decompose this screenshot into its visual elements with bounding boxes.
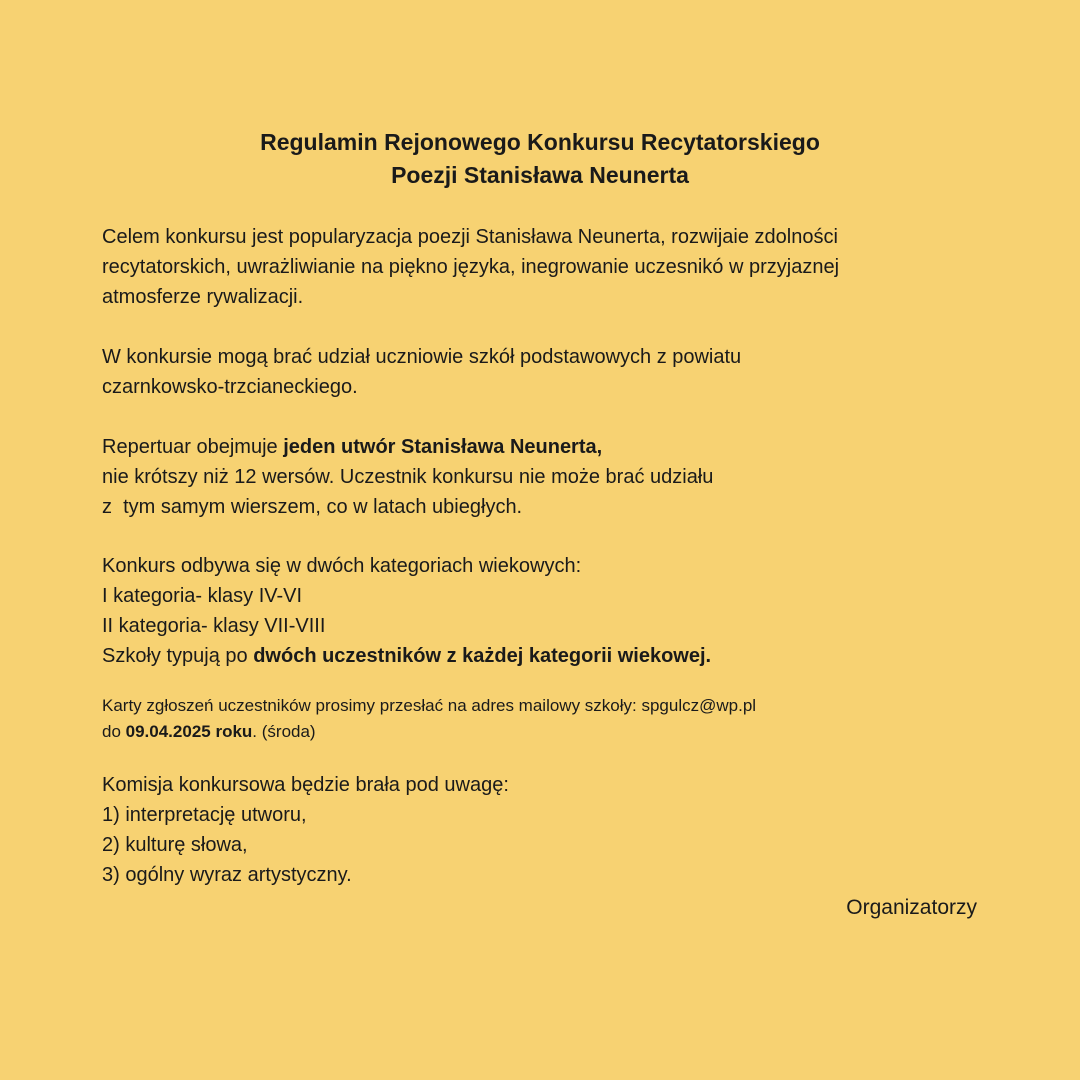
repertoire-bold: jeden utwór Stanisława Neunerta, — [283, 436, 603, 458]
jury-criterion-1: 1) interpretację utworu, — [102, 804, 307, 826]
participants-line-1: W konkursie mogą brać udział uczniowie szkół podstawowych z powiatu — [102, 346, 742, 368]
categories-intro: Konkurs odbywa się w dwóch kategoriach wiekowych: — [102, 555, 582, 577]
participants-paragraph — [102, 342, 982, 402]
categories-paragraph — [102, 551, 982, 671]
jury-criterion-2: 2) kulturę słowa, — [102, 834, 248, 856]
goal-line-1: Celem konkursu jest popularyzacja poezji Stanisława Neunerta, rozwijaie zdolności — [102, 226, 838, 248]
deadline-date: 09.04.2025 roku — [125, 722, 253, 741]
participants-line-2: czarnkowsko-trzcianeckiego. — [102, 376, 358, 398]
title-line-2: Poezji Stanisława Neunerta — [391, 162, 689, 188]
repertoire-line-1 — [102, 432, 982, 462]
selection-prefix: Szkoły typują po — [102, 645, 254, 667]
jury-paragraph — [102, 770, 982, 890]
application-paragraph — [102, 693, 982, 745]
selection-bold: dwóch uczestników z każdej kategorii wiekowej. — [253, 645, 712, 667]
goal-line-2: recytatorskich, uwrażliwianie na piękno języka, inegrowanie uczesnikó w przyjaznej — [102, 256, 840, 278]
repertoire-line-3: z tym samym wierszem, co w latach ubiegłych. — [102, 496, 523, 518]
application-line-1: Karty zgłoszeń uczestników prosimy przesłać na adres mailowy szkoły: spgulcz@wp.pl — [102, 696, 757, 715]
application-line-2 — [102, 719, 982, 745]
goal-paragraph — [102, 222, 982, 312]
category-1: I kategoria- klasy IV-VI — [102, 585, 303, 607]
jury-intro: Komisja konkursowa będzie brała pod uwagę: — [102, 774, 509, 796]
repertoire-paragraph — [102, 432, 982, 522]
signature: Organizatorzy — [846, 896, 977, 919]
jury-criterion-3: 3) ogólny wyraz artystyczny. — [102, 864, 352, 886]
categories-selection — [102, 641, 982, 671]
regulations-body — [102, 222, 982, 890]
category-2: II kategoria- klasy VII-VIII — [102, 615, 326, 637]
repertoire-line-2: nie krótszy niż 12 wersów. Uczestnik konkursu nie może brać udziału — [102, 466, 714, 488]
title-line-1: Regulamin Rejonowego Konkursu Recytatorskiego — [260, 129, 820, 155]
deadline-prefix: do — [102, 722, 126, 741]
page-title — [0, 126, 1080, 192]
repertoire-prefix: Repertuar obejmuje — [102, 436, 284, 458]
goal-line-3: atmosferze rywalizacji. — [102, 286, 304, 308]
deadline-suffix: . (środa) — [252, 722, 316, 741]
